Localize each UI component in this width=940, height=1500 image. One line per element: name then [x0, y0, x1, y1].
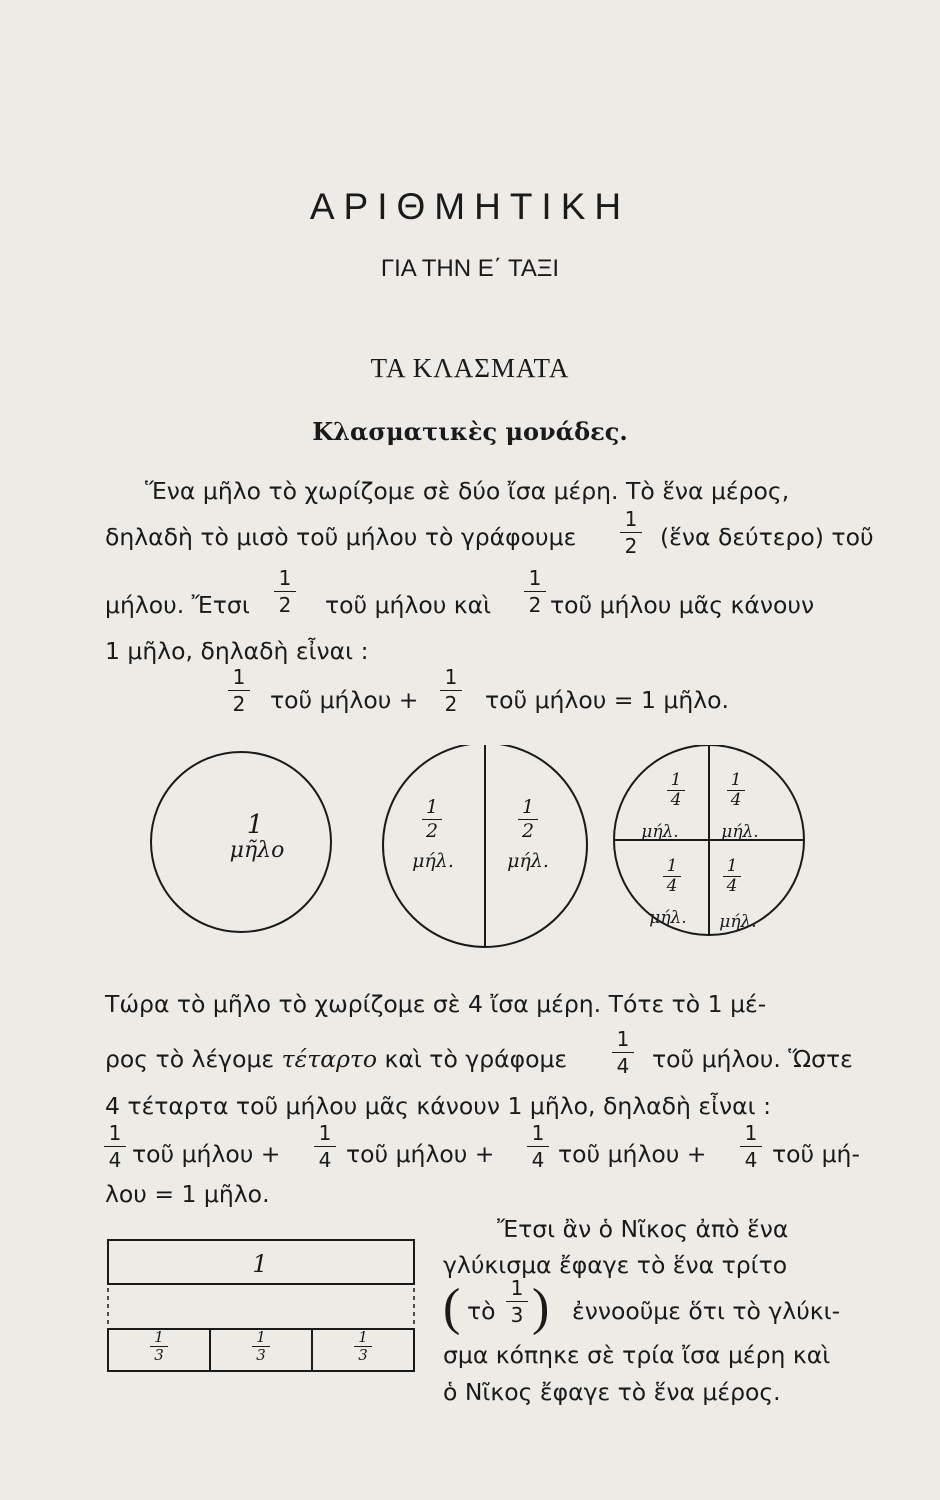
para2-eq-term1: τοῦ μήλου + — [132, 1140, 281, 1168]
half-right-text: μήλ. — [507, 850, 549, 872]
quarter-label-tr — [720, 772, 752, 809]
close-paren: ) — [532, 1279, 550, 1336]
para2-eq-term2: τοῦ μήλου + — [346, 1140, 495, 1168]
fraction-den: 4 — [108, 1148, 122, 1172]
bar-whole-label: 1 — [252, 1250, 268, 1278]
bar-third-label-2 — [246, 1330, 276, 1363]
third-num: 1 — [358, 1328, 368, 1346]
para2-line2b: καὶ τὸ γράφομε — [384, 1045, 568, 1073]
fraction-den: 2 — [444, 692, 458, 716]
quarter-den: 4 — [730, 790, 742, 810]
quarter-text-tr: μήλ. — [721, 822, 759, 842]
fraction-quarter — [314, 1122, 336, 1171]
fraction-num: 1 — [108, 1121, 122, 1145]
chapter-title: ΤΑ ΚΛΑΣΜΑΤΑ — [370, 353, 570, 383]
para2-line1: Τώρα τὸ μῆλο τὸ χωρίζομε σὲ 4 ἴσα μέρη. Τότε τὸ 1 μέ- — [105, 990, 767, 1018]
quarter-den: 4 — [666, 876, 678, 896]
para2-eq-last: τοῦ μή- — [772, 1140, 860, 1168]
para2-italic-word: τέταρτο — [281, 1045, 378, 1073]
fraction-den: 2 — [528, 593, 542, 617]
third-den: 3 — [154, 1346, 164, 1364]
fraction-num: 1 — [318, 1121, 332, 1145]
fraction-third — [506, 1277, 528, 1326]
fraction-quarter — [104, 1122, 126, 1171]
para1-line4: 1 μῆλο, δηλαδὴ εἶναι : — [105, 637, 369, 665]
whole-label-text: μῆλο — [229, 838, 285, 863]
para1-line1: Ἕνα μῆλο τὸ χωρίζομε σὲ δύο ἴσα μέρη. Τὸ ἕνα μέρος, — [145, 477, 790, 505]
bar-third-label-3 — [348, 1330, 378, 1363]
quarter-text-bl: μήλ. — [649, 908, 687, 928]
quarter-text-br: μήλ. — [719, 912, 757, 932]
fraction-num: 1 — [624, 507, 638, 531]
book-subtitle: ΓΙΑ ΤΗΝ Ε΄ ΤΑΞΙ — [380, 255, 560, 282]
fraction-half — [440, 666, 462, 715]
fraction-den: 4 — [318, 1148, 332, 1172]
para2-line2c: τοῦ μήλου. Ὥστε — [652, 1045, 853, 1073]
fraction-num: 1 — [744, 1121, 758, 1145]
quarter-num: 1 — [670, 770, 682, 790]
para1-line3b: τοῦ μήλου καὶ — [325, 591, 492, 619]
fraction-quarter — [527, 1122, 549, 1171]
fraction-den: 3 — [510, 1303, 524, 1327]
fraction-num: 1 — [278, 566, 292, 590]
fraction-half — [620, 508, 642, 557]
para3-line1: Ἔτσι ἂν ὁ Νῖκος ἀπὸ ἕνα — [497, 1215, 789, 1243]
fraction-den: 2 — [232, 692, 246, 716]
para3-line2: γλύκισμα ἔφαγε τὸ ἕνα τρίτο — [443, 1251, 788, 1279]
half-label-right — [508, 798, 548, 841]
quarter-num: 1 — [726, 856, 738, 876]
quarter-den: 4 — [670, 790, 682, 810]
fraction-half — [524, 567, 546, 616]
third-num: 1 — [154, 1328, 164, 1346]
para1-line2a: δηλαδὴ τὸ μισὸ τοῦ μήλου τὸ γράφουμε — [105, 523, 577, 551]
para2-eq-term3: τοῦ μήλου + — [558, 1140, 707, 1168]
quarter-label-tl — [660, 772, 692, 809]
para2-line3: 4 τέταρτα τοῦ μήλου μᾶς κάνουν 1 μῆλο, δηλαδὴ εἶναι : — [105, 1092, 771, 1120]
para3-line4: σμα κόπηκε σὲ τρία ἴσα μέρη καὶ — [443, 1341, 831, 1369]
third-num: 1 — [256, 1328, 266, 1346]
fraction-num: 1 — [510, 1276, 524, 1300]
whole-label-num: 1 — [246, 810, 264, 840]
third-den: 3 — [256, 1346, 266, 1364]
half-right-num: 1 — [521, 796, 535, 818]
half-left-text: μήλ. — [412, 850, 454, 872]
fraction-den: 2 — [278, 593, 292, 617]
quarter-label-br — [716, 858, 748, 895]
half-right-den: 2 — [521, 820, 535, 842]
bar-third-label-1 — [144, 1330, 174, 1363]
half-left-den: 2 — [425, 820, 439, 842]
quarter-den: 4 — [726, 876, 738, 896]
fraction-num: 1 — [232, 665, 246, 689]
section-title: Κλασματικὲς μονάδες. — [312, 417, 628, 446]
para1-line3a: μήλου. Ἔτσι — [105, 591, 250, 619]
para3-line5: ὁ Νῖκος ἔφαγε τὸ ἕνα μέρος. — [443, 1378, 781, 1406]
para3-line3b: ἐννοοῦμε ὅτι τὸ γλύκι- — [572, 1297, 841, 1325]
para1-line3c: τοῦ μήλου μᾶς κάνουν — [550, 591, 815, 619]
quarter-num: 1 — [730, 770, 742, 790]
quarter-label-bl — [656, 858, 688, 895]
fraction-half — [274, 567, 296, 616]
open-paren: ( — [443, 1279, 461, 1336]
para1-line2b: (ἕνα δεύτερο) τοῦ — [660, 523, 874, 551]
fraction-den: 4 — [744, 1148, 758, 1172]
quarter-text-tl: μήλ. — [641, 822, 679, 842]
fraction-den: 4 — [531, 1148, 545, 1172]
fraction-num: 1 — [528, 566, 542, 590]
fraction-num: 1 — [616, 1027, 630, 1051]
fraction-den: 4 — [616, 1054, 630, 1078]
para2-eq-end: λου = 1 μῆλο. — [105, 1180, 270, 1208]
para1-eq-b: τοῦ μήλου = 1 μῆλο. — [485, 686, 729, 714]
fraction-num: 1 — [444, 665, 458, 689]
fraction-quarter — [740, 1122, 762, 1171]
third-den: 3 — [358, 1346, 368, 1364]
fraction-den: 2 — [624, 534, 638, 558]
quarter-num: 1 — [666, 856, 678, 876]
para3-line3a: τὸ — [467, 1297, 496, 1325]
para2-line2 — [105, 1045, 567, 1073]
half-left-num: 1 — [425, 796, 439, 818]
book-title: ΑΡΙΘΜΗΤΙΚΗ — [309, 186, 631, 227]
para1-eq-a: τοῦ μήλου + — [270, 686, 419, 714]
half-label-left — [412, 798, 452, 841]
fraction-quarter — [612, 1028, 634, 1077]
fraction-num: 1 — [531, 1121, 545, 1145]
fraction-half — [228, 666, 250, 715]
para2-line2a: ρος τὸ λέγομε — [105, 1045, 275, 1073]
